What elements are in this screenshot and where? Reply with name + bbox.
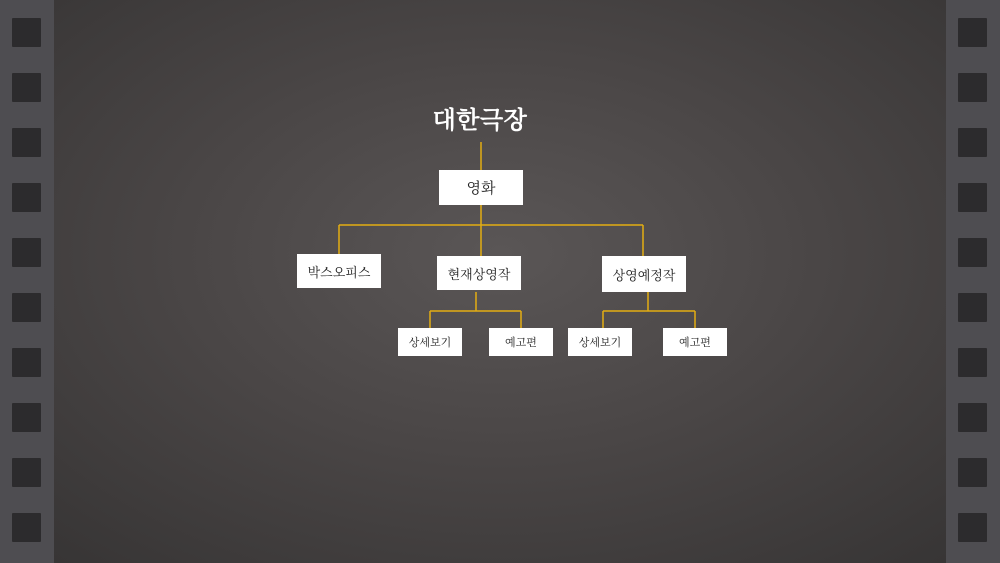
connector-root-children bbox=[339, 205, 643, 256]
node-coming-soon-details[interactable]: 상세보기 bbox=[568, 328, 632, 356]
diagram-title: 대한극장 bbox=[432, 106, 528, 134]
node-now-showing-details[interactable]: 상세보기 bbox=[398, 328, 462, 356]
node-now-showing[interactable]: 현재상영작 bbox=[437, 256, 521, 290]
connector-current-children bbox=[430, 292, 521, 328]
node-now-showing-trailer[interactable]: 예고편 bbox=[489, 328, 553, 356]
connector-upcoming-children bbox=[603, 292, 695, 328]
node-box-office[interactable]: 박스오피스 bbox=[297, 254, 381, 288]
node-coming-soon-trailer[interactable]: 예고편 bbox=[663, 328, 727, 356]
node-movie[interactable]: 영화 bbox=[439, 170, 523, 205]
node-coming-soon[interactable]: 상영예정작 bbox=[602, 256, 686, 292]
